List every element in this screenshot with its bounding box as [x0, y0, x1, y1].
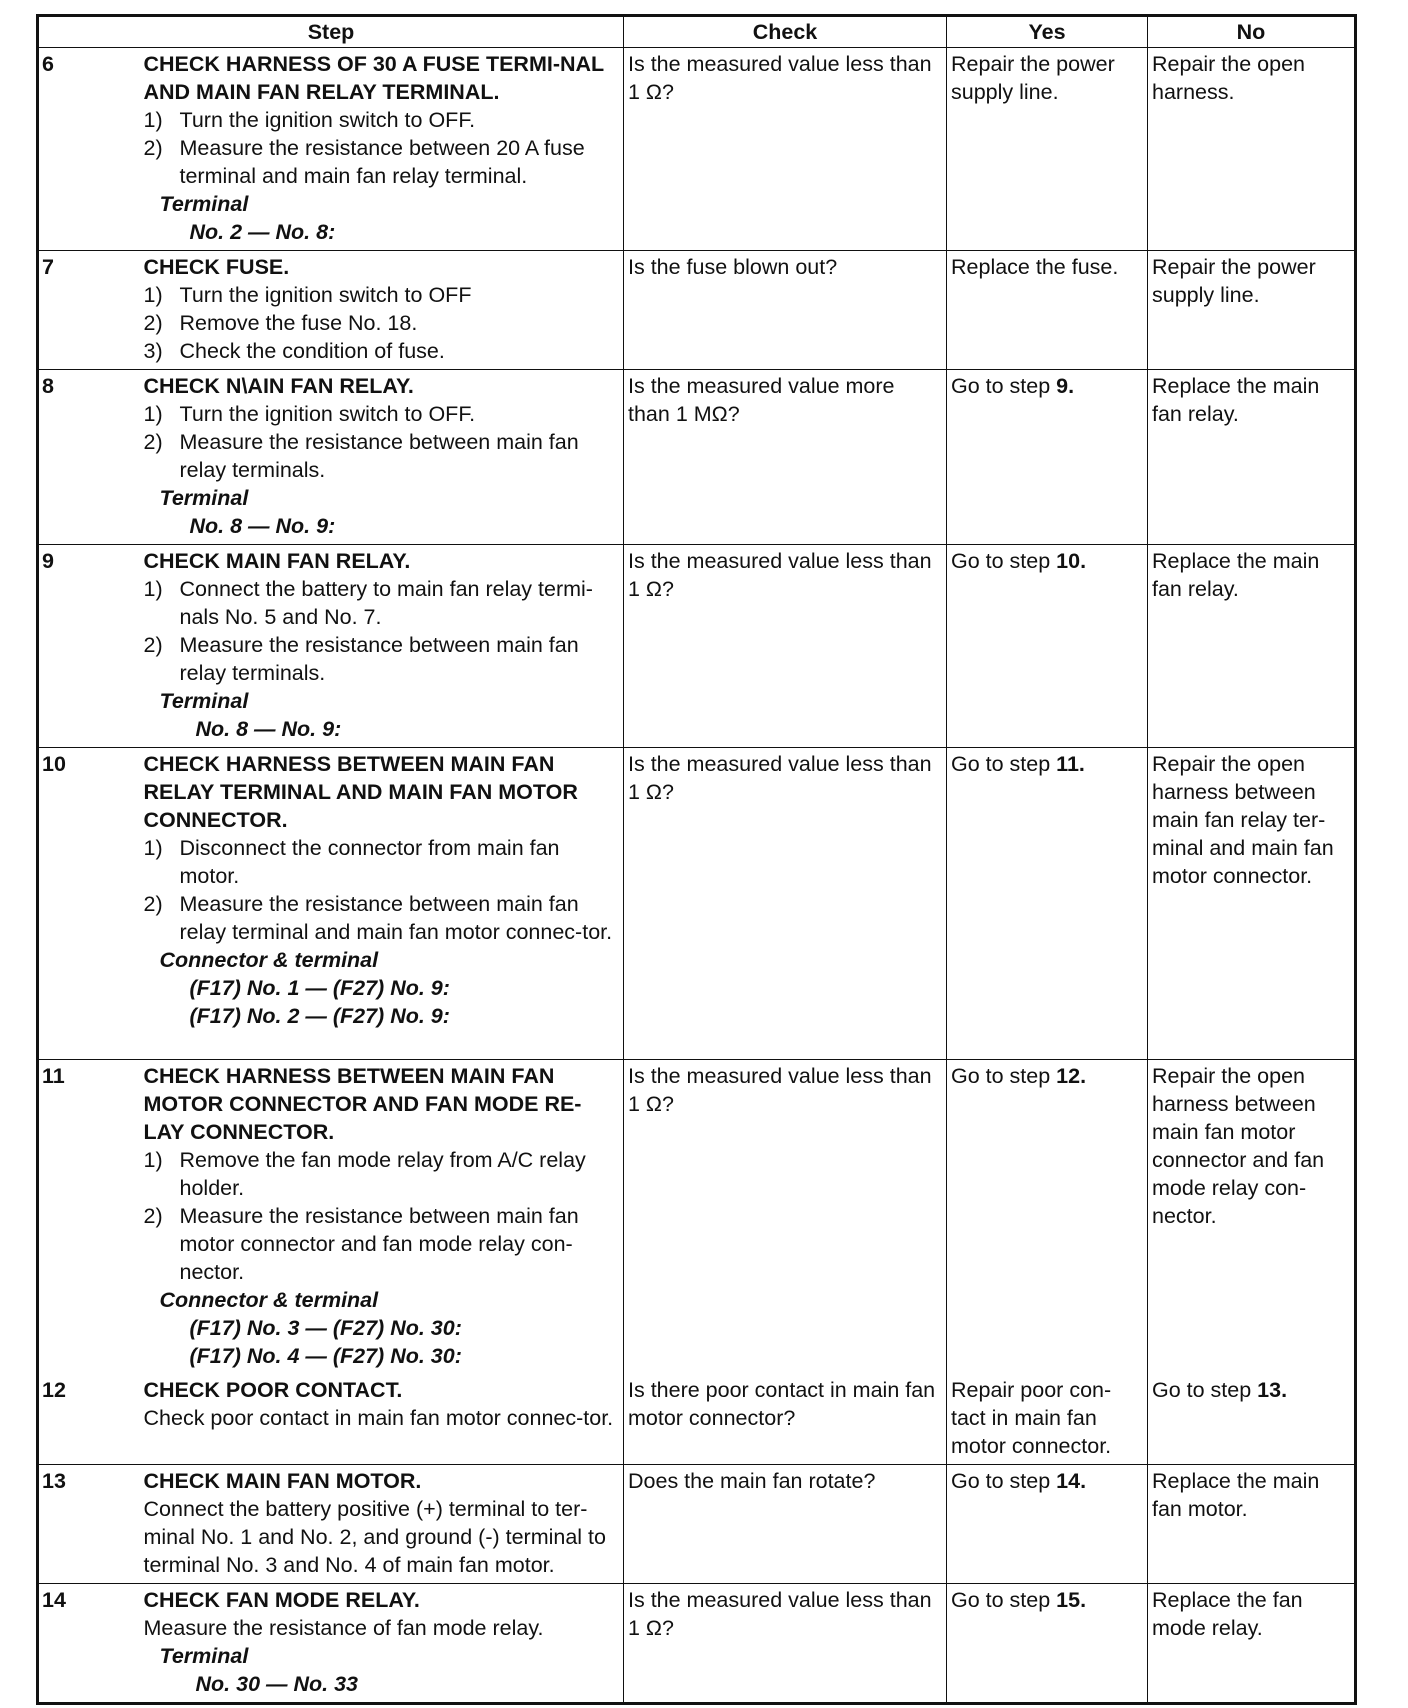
connector-value: (F17) No. 1 — (F27) No. 9:	[189, 976, 450, 1000]
list-item: 1) Turn the ignition switch to OFF.	[143, 402, 476, 426]
step-description	[144, 251, 624, 370]
header-step: Step	[38, 16, 624, 48]
step-title: CHECK HARNESS OF 30 A FUSE TERMI-NAL AND MAIN FAN RELAY TERMINAL.	[143, 52, 604, 104]
table-row	[38, 1060, 1356, 1375]
table-row	[38, 1584, 1356, 1704]
check-cell: Is there poor contact in main fan motor connector?	[624, 1374, 947, 1465]
step-description	[144, 545, 624, 748]
check-cell: Is the fuse blown out?	[624, 251, 947, 370]
header-check: Check	[624, 16, 947, 48]
no-cell: Repair the open harness between main fan motor connector and fan mode relay con-nector.	[1148, 1060, 1356, 1375]
step-description	[144, 1060, 624, 1375]
table-row	[38, 370, 1356, 545]
no-cell: Replace the main fan motor.	[1148, 1465, 1356, 1584]
header-yes: Yes	[947, 16, 1148, 48]
yes-cell: Repair the power supply line.	[947, 48, 1148, 251]
step-title: CHECK HARNESS BETWEEN MAIN FAN RELAY TERMINAL AND MAIN FAN MOTOR CONNECTOR.	[143, 752, 578, 832]
step-text: Connect the battery positive (+) terminal to ter-minal No. 1 and No. 2, and ground (-) terminal to terminal No. 3 and No. 4 of main fan motor.	[143, 1497, 606, 1577]
list-item: 1) Connect the battery to main fan relay termi-nals No. 5 and No. 7.	[143, 577, 593, 629]
step-description	[144, 1584, 624, 1704]
step-title: CHECK FUSE.	[143, 255, 290, 279]
no-cell: Replace the main fan relay.	[1148, 370, 1356, 545]
step-number: 11	[38, 1060, 144, 1375]
connector-label: Connector & terminal	[159, 1288, 379, 1312]
terminal-value: No. 8 — No. 9:	[195, 717, 342, 741]
step-number: 7	[38, 251, 144, 370]
step-number: 9	[38, 545, 144, 748]
step-description	[144, 748, 624, 1060]
step-description	[144, 1374, 624, 1465]
yes-cell: Replace the fuse.	[947, 251, 1148, 370]
connector-value: (F17) No. 4 — (F27) No. 30:	[189, 1344, 462, 1368]
no-cell: Replace the fan mode relay.	[1148, 1584, 1356, 1704]
no-cell: Repair the power supply line.	[1148, 251, 1356, 370]
list-item: 1) Remove the fan mode relay from A/C relay holder.	[143, 1148, 586, 1200]
step-description	[144, 1465, 624, 1584]
step-text: Measure the resistance of fan mode relay.	[143, 1616, 544, 1640]
list-item: 2) Measure the resistance between main fan relay terminals.	[143, 430, 579, 482]
terminal-label: Terminal	[159, 1644, 249, 1668]
list-item: 2) Measure the resistance between main fan relay terminal and main fan motor connec-tor.	[143, 892, 613, 944]
connector-label: Connector & terminal	[159, 948, 379, 972]
no-cell: Repair the open harness between main fan relay ter-minal and main fan motor connector.	[1148, 748, 1356, 1060]
step-number: 14	[38, 1584, 144, 1704]
diagnostic-table	[36, 14, 1357, 1705]
check-cell: Is the measured value less than 1 Ω?	[624, 748, 947, 1060]
check-cell: Does the main fan rotate?	[624, 1465, 947, 1584]
check-cell: Is the measured value less than 1 Ω?	[624, 48, 947, 251]
table-row	[38, 251, 1356, 370]
list-item: 3) Check the condition of fuse.	[143, 339, 445, 363]
yes-cell: Go to step 14.	[947, 1465, 1148, 1584]
step-description	[144, 48, 624, 251]
step-number: 8	[38, 370, 144, 545]
terminal-label: Terminal	[159, 486, 249, 510]
terminal-value: No. 30 — No. 33	[195, 1672, 358, 1696]
step-number: 13	[38, 1465, 144, 1584]
table-row	[38, 748, 1356, 1060]
yes-cell: Go to step 11.	[947, 748, 1148, 1060]
step-number: 10	[38, 748, 144, 1060]
check-cell: Is the measured value less than 1 Ω?	[624, 545, 947, 748]
table-row	[38, 545, 1356, 748]
check-cell: Is the measured value less than 1 Ω?	[624, 1060, 947, 1375]
step-title: CHECK N\AIN FAN RELAY.	[143, 374, 414, 398]
no-cell: Go to step 13.	[1148, 1374, 1356, 1465]
list-item: 2) Measure the resistance between 20 A fuse terminal and main fan relay terminal.	[143, 136, 585, 188]
list-item: 1) Turn the ignition switch to OFF	[143, 283, 472, 307]
step-number: 6	[38, 48, 144, 251]
table-row	[38, 48, 1356, 251]
yes-cell: Go to step 12.	[947, 1060, 1148, 1375]
terminal-value: No. 2 — No. 8:	[189, 220, 336, 244]
no-cell: Replace the main fan relay.	[1148, 545, 1356, 748]
terminal-label: Terminal	[159, 192, 249, 216]
step-text: Check poor contact in main fan motor connec-tor.	[143, 1406, 614, 1430]
no-cell: Repair the open harness.	[1148, 48, 1356, 251]
check-cell: Is the measured value less than 1 Ω?	[624, 1584, 947, 1704]
step-title: CHECK MAIN FAN MOTOR.	[143, 1469, 422, 1493]
step-title: CHECK HARNESS BETWEEN MAIN FAN MOTOR CONNECTOR AND FAN MODE RE-LAY CONNECTOR.	[143, 1064, 582, 1144]
header-no: No	[1148, 16, 1356, 48]
list-item: 1) Disconnect the connector from main fan motor.	[143, 836, 560, 888]
step-title: CHECK POOR CONTACT.	[143, 1378, 403, 1402]
yes-cell: Go to step 15.	[947, 1584, 1148, 1704]
connector-value: (F17) No. 3 — (F27) No. 30:	[189, 1316, 462, 1340]
step-number: 12	[38, 1374, 144, 1465]
yes-cell: Go to step 10.	[947, 545, 1148, 748]
table-row	[38, 1465, 1356, 1584]
terminal-value: No. 8 — No. 9:	[189, 514, 336, 538]
yes-cell: Repair poor con-tact in main fan motor connector.	[947, 1374, 1148, 1465]
yes-cell: Go to step 9.	[947, 370, 1148, 545]
table-row	[38, 1374, 1356, 1465]
header-row	[38, 16, 1356, 48]
list-item: 2) Remove the fuse No. 18.	[143, 311, 418, 335]
list-item: 2) Measure the resistance between main fan motor connector and fan mode relay con-nector.	[143, 1204, 579, 1284]
terminal-label: Terminal	[159, 689, 249, 713]
step-title: CHECK FAN MODE RELAY.	[143, 1588, 420, 1612]
connector-value: (F17) No. 2 — (F27) No. 9:	[189, 1004, 450, 1028]
check-cell: Is the measured value more than 1 MΩ?	[624, 370, 947, 545]
step-title: CHECK MAIN FAN RELAY.	[143, 549, 411, 573]
list-item: 1) Turn the ignition switch to OFF.	[143, 108, 476, 132]
step-description	[144, 370, 624, 545]
list-item: 2) Measure the resistance between main fan relay terminals.	[143, 633, 579, 685]
